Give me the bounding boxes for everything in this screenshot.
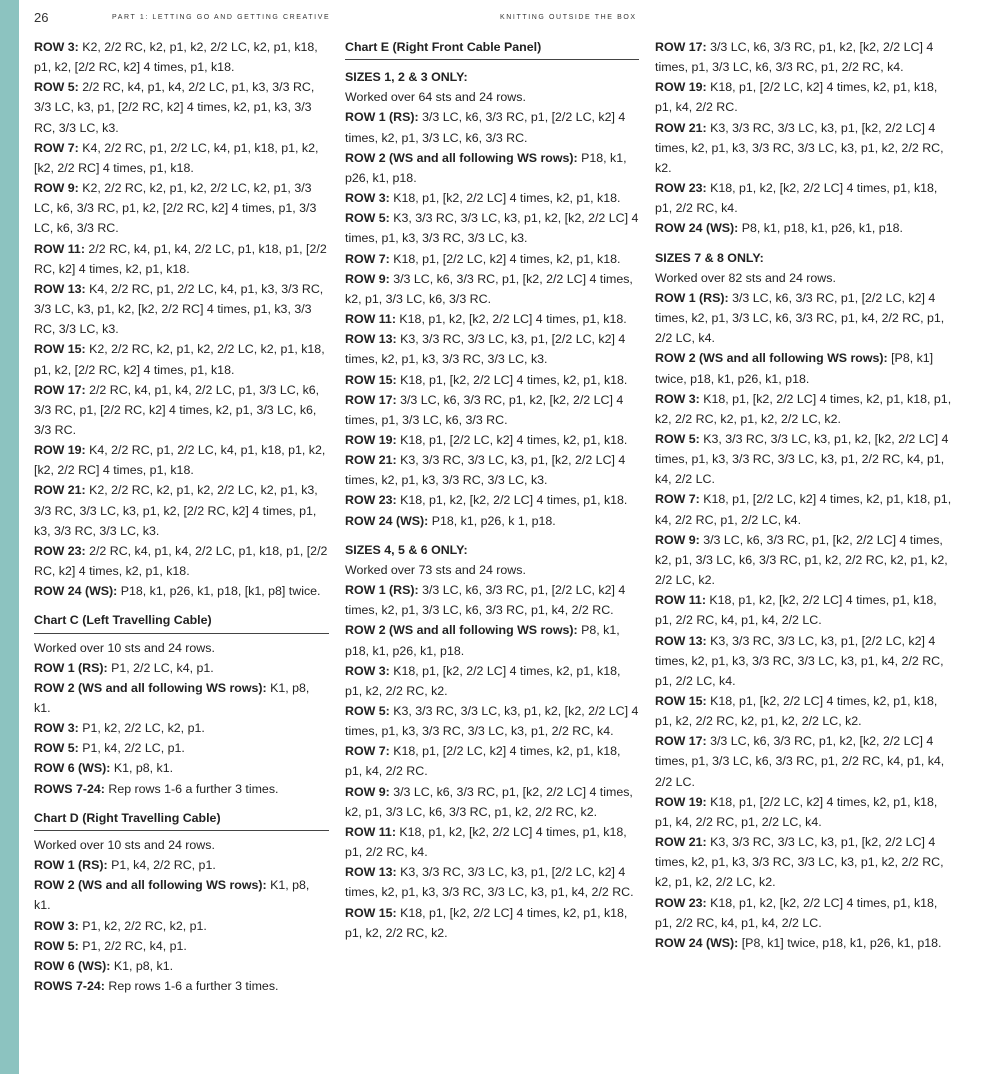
row-label: ROWS 7-24: bbox=[34, 979, 105, 994]
pattern-row bbox=[345, 903, 639, 943]
row-label: ROW 3: bbox=[34, 721, 79, 736]
row-instruction: K3, 3/3 RC, 3/3 LC, k3, p1, [k2, 2/2 LC] 4 times, k2, p1, k3, 3/3 RC, 3/3 LC, k3, p1, k2, 2/2 RC, k2. bbox=[655, 120, 944, 175]
row-instruction: P18, k1, p26, k 1, p18. bbox=[428, 513, 556, 528]
sizes-7-8-heading: SIZES 7 & 8 ONLY: bbox=[655, 250, 764, 265]
pattern-row bbox=[34, 138, 329, 178]
row-label: ROWS 7-24: bbox=[34, 781, 105, 796]
pattern-row bbox=[34, 279, 329, 339]
row-label: ROW 13: bbox=[34, 281, 86, 296]
row-label: ROW 3: bbox=[655, 391, 700, 406]
pattern-row bbox=[34, 339, 329, 379]
row-label: ROW 21: bbox=[655, 835, 707, 850]
row-label: ROW 3: bbox=[345, 663, 390, 678]
row-instruction: K18, p1, [k2, 2/2 LC] 4 times, k2, p1, k18, p1, k2, 2/2 RC, k2, p1, k2, 2/2 LC, k2. bbox=[655, 694, 938, 729]
pattern-row bbox=[655, 489, 955, 529]
row-label: ROW 23: bbox=[34, 543, 86, 558]
row-label: ROW 15: bbox=[34, 342, 86, 357]
row-instruction: K18, p1, [2/2 LC, k2] 4 times, k2, p1, k18. bbox=[389, 251, 621, 266]
sizes-4-5-6-rows bbox=[345, 580, 639, 943]
row-label: ROW 7: bbox=[34, 140, 79, 155]
row-instruction: P1, 2/2 RC, k4, p1. bbox=[78, 938, 187, 953]
row-label: ROW 2 (WS and all following WS rows): bbox=[655, 351, 888, 366]
pattern-row bbox=[345, 782, 639, 822]
row-label: ROW 7: bbox=[345, 744, 390, 759]
row-instruction: K18, p1, [2/2 LC, k2] 4 times, k2, p1, k18, p1, k4, 2/2 RC, p1, 2/2 LC, k4. bbox=[655, 492, 952, 527]
row-instruction: 3/3 LC, k6, 3/3 RC, p1, [k2, 2/2 LC] 4 times, k2, p1, 3/3 LC, k6, 3/3 RC. bbox=[345, 271, 633, 306]
pattern-row bbox=[345, 620, 639, 660]
sizes-4-5-6-rows-continued bbox=[655, 37, 955, 239]
row-instruction: K18, p1, [2/2 LC, k2] 4 times, k2, p1, k18. bbox=[396, 432, 628, 447]
pattern-row bbox=[345, 511, 639, 531]
row-label: ROW 23: bbox=[345, 493, 397, 508]
sizes-1-2-3-rows bbox=[345, 107, 639, 530]
row-label: ROW 17: bbox=[345, 392, 397, 407]
pattern-row bbox=[655, 792, 955, 832]
row-label: ROW 21: bbox=[34, 483, 86, 498]
chart-b-rows-continued bbox=[34, 37, 329, 601]
row-label: ROW 15: bbox=[655, 694, 707, 708]
pattern-row bbox=[655, 691, 955, 731]
row-instruction: K18, p1, k2, [k2, 2/2 LC] 4 times, p1, k18, p1, 2/2 RC, k4. bbox=[655, 181, 938, 216]
row-label: ROW 5: bbox=[34, 741, 79, 756]
row-label: ROW 9: bbox=[345, 784, 390, 799]
row-label: ROW 24 (WS): bbox=[345, 513, 429, 528]
chart-e-heading: Chart E (Right Front Cable Panel) bbox=[345, 37, 639, 60]
row-label: ROW 3: bbox=[34, 918, 79, 933]
column-3 bbox=[655, 37, 955, 953]
row-instruction: K3, 3/3 RC, 3/3 LC, k3, p1, [2/2 LC, k2] 4 times, k2, p1, k3, 3/3 RC, 3/3 LC, k3, p1, k4, 2/2 RC. bbox=[345, 865, 634, 900]
row-instruction: K18, p1, k2, [k2, 2/2 LC] 4 times, p1, k18, p1, 2/2 RC, k4, p1, k4, 2/2 LC. bbox=[655, 593, 937, 628]
pattern-row bbox=[345, 661, 639, 701]
row-label: ROW 11: bbox=[345, 312, 396, 327]
row-instruction: K2, 2/2 RC, k2, p1, k2, 2/2 LC, k2, p1, k18, p1, k2, [2/2 RC, k2] 4 times, p1, k18. bbox=[34, 342, 325, 377]
pattern-row bbox=[34, 480, 329, 540]
page-spine-band bbox=[0, 0, 19, 1074]
row-instruction: P8, k1, p18, k1, p26, k1, p18. bbox=[738, 221, 903, 236]
row-label: ROW 13: bbox=[345, 332, 397, 347]
row-label: ROW 5: bbox=[345, 211, 390, 226]
pattern-row bbox=[345, 430, 639, 450]
chart-c-heading: Chart C (Left Travelling Cable) bbox=[34, 610, 329, 633]
pattern-row bbox=[655, 389, 955, 429]
sizes-4-5-6-heading: SIZES 4, 5 & 6 ONLY: bbox=[345, 542, 468, 557]
row-label: ROW 11: bbox=[655, 593, 706, 608]
pattern-row bbox=[34, 678, 329, 718]
row-instruction: K3, 3/3 RC, 3/3 LC, k3, p1, k2, [k2, 2/2 LC] 4 times, p1, k3, 3/3 RC, 3/3 LC, k3. bbox=[345, 211, 639, 246]
row-label: ROW 11: bbox=[34, 241, 85, 256]
pattern-row bbox=[34, 936, 329, 956]
sizes-4-5-6-worked-over: Worked over 73 sts and 24 rows. bbox=[345, 562, 526, 577]
running-head-center: KNITTING OUTSIDE THE BOX bbox=[500, 14, 637, 21]
pattern-row bbox=[655, 77, 955, 117]
row-label: ROW 19: bbox=[655, 80, 707, 95]
row-label: ROW 1 (RS): bbox=[655, 290, 729, 305]
pattern-row bbox=[345, 107, 639, 147]
row-label: ROW 21: bbox=[655, 120, 707, 135]
row-instruction: K3, 3/3 RC, 3/3 LC, k3, p1, [k2, 2/2 LC] 4 times, k2, p1, k3, 3/3 RC, 3/3 LC, k3, p1, k2, 2/2 RC, k2, p1, k2, 2/2 LC, k2. bbox=[655, 835, 944, 890]
pattern-row bbox=[345, 208, 639, 248]
column-1 bbox=[34, 37, 329, 996]
row-instruction: P1, k2, 2/2 RC, k2, p1. bbox=[78, 918, 207, 933]
row-instruction: Rep rows 1-6 a further 3 times. bbox=[104, 781, 279, 796]
pattern-row bbox=[655, 933, 955, 953]
pattern-row bbox=[655, 178, 955, 218]
row-label: ROW 17: bbox=[34, 382, 86, 397]
pattern-row bbox=[34, 758, 329, 778]
row-instruction: 3/3 LC, k6, 3/3 RC, p1, k2, [k2, 2/2 LC] 4 times, p1, 3/3 LC, k6, 3/3 RC. bbox=[345, 392, 624, 427]
row-instruction: K18, p1, k2, [k2, 2/2 LC] 4 times, p1, k18, p1, 2/2 RC, k4, p1, k4, 2/2 LC. bbox=[655, 895, 938, 930]
row-label: ROW 5: bbox=[34, 80, 79, 95]
pattern-row bbox=[34, 738, 329, 758]
row-instruction: P18, k1, p26, k1, p18. bbox=[345, 150, 627, 185]
running-head-left: PART 1: LETTING GO AND GETTING CREATIVE bbox=[112, 14, 331, 21]
row-label: ROW 24 (WS): bbox=[655, 221, 739, 236]
row-instruction: K18, p1, [k2, 2/2 LC] 4 times, k2, p1, k18, p1, k2, 2/2 RC, k2, p1, k2, 2/2 LC, k2. bbox=[655, 391, 952, 426]
pattern-row bbox=[34, 718, 329, 738]
pattern-row bbox=[345, 701, 639, 741]
pattern-row bbox=[34, 440, 329, 480]
pattern-row bbox=[345, 249, 639, 269]
row-label: ROW 5: bbox=[345, 704, 390, 718]
pattern-row bbox=[34, 916, 329, 936]
row-label: ROW 2 (WS and all following WS rows): bbox=[345, 150, 578, 165]
pattern-row bbox=[34, 239, 329, 279]
row-label: ROW 13: bbox=[655, 633, 707, 648]
sizes-1-2-3-heading: SIZES 1, 2 & 3 ONLY: bbox=[345, 70, 468, 85]
chart-c-worked-over: Worked over 10 sts and 24 rows. bbox=[34, 640, 215, 655]
pattern-row bbox=[345, 329, 639, 369]
row-label: ROW 2 (WS and all following WS rows): bbox=[345, 623, 578, 638]
pattern-row bbox=[655, 731, 955, 791]
pattern-row bbox=[345, 370, 639, 390]
pattern-row bbox=[655, 590, 955, 630]
row-label: ROW 3: bbox=[345, 191, 390, 206]
row-label: ROW 1 (RS): bbox=[345, 583, 419, 598]
pattern-row bbox=[34, 875, 329, 915]
pattern-row bbox=[34, 658, 329, 678]
row-label: ROW 19: bbox=[34, 443, 86, 458]
row-instruction: K18, p1, [k2, 2/2 LC] 4 times, k2, p1, k18, p1, k2, 2/2 RC, k2. bbox=[345, 905, 628, 940]
row-label: ROW 6 (WS): bbox=[34, 958, 111, 973]
row-instruction: K18, p1, k2, [k2, 2/2 LC] 4 times, p1, k18. bbox=[395, 312, 627, 327]
pattern-row bbox=[345, 580, 639, 620]
pattern-row bbox=[345, 188, 639, 208]
row-label: ROW 24 (WS): bbox=[34, 584, 118, 599]
row-instruction: 3/3 LC, k6, 3/3 RC, p1, [k2, 2/2 LC] 4 times, k2, p1, 3/3 LC, k6, 3/3 RC, p1, k2, 2/2 RC, k2, p1, k2, 2/2 LC, k2. bbox=[655, 532, 948, 588]
row-label: ROW 9: bbox=[655, 532, 700, 547]
row-instruction: K3, 3/3 RC, 3/3 LC, k3, p1, k2, [k2, 2/2 LC] 4 times, p1, k3, 3/3 RC, 3/3 LC, k3, p1, 2/2 RC, k4. bbox=[345, 704, 639, 739]
row-instruction: 3/3 LC, k6, 3/3 RC, p1, [2/2 LC, k2] 4 times, k2, p1, 3/3 LC, k6, 3/3 RC, p1, k4, 2/2 RC. bbox=[345, 583, 626, 618]
row-instruction: 2/2 RC, k4, p1, k4, 2/2 LC, p1, 3/3 LC, k6, 3/3 RC, p1, [2/2 RC, k2] 4 times, k2, p1, 3/3 LC, k6, 3/3 RC. bbox=[34, 382, 320, 437]
row-instruction: P1, 2/2 LC, k4, p1. bbox=[107, 660, 214, 675]
row-label: ROW 2 (WS and all following WS rows): bbox=[34, 680, 267, 695]
row-instruction: K1, p8, k1. bbox=[34, 878, 310, 913]
row-instruction: K3, 3/3 RC, 3/3 LC, k3, p1, k2, [k2, 2/2 LC] 4 times, p1, k3, 3/3 RC, 3/3 LC, k3, p1, 2/2 RC, k4, p1, k4, 2/2 LC. bbox=[655, 431, 949, 487]
row-instruction: K3, 3/3 RC, 3/3 LC, k3, p1, [2/2 LC, k2] 4 times, k2, p1, k3, 3/3 RC, 3/3 LC, k3, p1, k4, 2/2 RC, p1, 2/2 LC, k4. bbox=[655, 633, 944, 688]
pattern-row bbox=[655, 530, 955, 590]
row-instruction: K2, 2/2 RC, k2, p1, k2, 2/2 LC, k2, p1, k3, 3/3 RC, 3/3 LC, k3, p1, k2, [2/2 RC, k2] 4 times, p1, k3, 3/3 RC, 3/3 LC, k3. bbox=[34, 483, 318, 538]
row-label: ROW 7: bbox=[655, 492, 700, 507]
row-label: ROW 6 (WS): bbox=[34, 761, 111, 776]
row-label: ROW 13: bbox=[345, 865, 397, 880]
pattern-row bbox=[655, 832, 955, 892]
row-label: ROW 1 (RS): bbox=[34, 858, 108, 873]
pattern-row bbox=[34, 380, 329, 440]
row-label: ROW 1 (RS): bbox=[345, 110, 419, 125]
row-instruction: 3/3 LC, k6, 3/3 RC, p1, k2, [k2, 2/2 LC] 4 times, p1, 3/3 LC, k6, 3/3 RC, p1, 2/2 RC, k4, p1, k4, 2/2 LC. bbox=[655, 734, 945, 789]
row-instruction: K4, 2/2 RC, p1, 2/2 LC, k4, p1, k18, p1, k2, [k2, 2/2 RC] 4 times, p1, k18. bbox=[34, 443, 326, 478]
row-instruction: 3/3 LC, k6, 3/3 RC, p1, k2, [k2, 2/2 LC] 4 times, p1, 3/3 LC, k6, 3/3 RC, p1, 2/2 RC, k4. bbox=[655, 40, 934, 75]
row-label: ROW 7: bbox=[345, 251, 390, 266]
row-instruction: P1, k4, 2/2 LC, p1. bbox=[78, 741, 185, 756]
pattern-row bbox=[34, 779, 329, 799]
row-instruction: Rep rows 1-6 a further 3 times. bbox=[104, 979, 279, 994]
row-instruction: 3/3 LC, k6, 3/3 RC, p1, [2/2 LC, k2] 4 times, k2, p1, 3/3 LC, k6, 3/3 RC, p1, k4, 2/2 RC, p1, 2/2 LC, k4. bbox=[655, 290, 945, 346]
row-label: ROW 1 (RS): bbox=[34, 660, 108, 675]
row-instruction: K18, p1, [k2, 2/2 LC] 4 times, k2, p1, k18, p1, k2, 2/2 RC, k2. bbox=[345, 663, 621, 698]
page-number: 26 bbox=[34, 10, 49, 25]
row-instruction: 3/3 LC, k6, 3/3 RC, p1, [k2, 2/2 LC] 4 times, k2, p1, 3/3 LC, k6, 3/3 RC, p1, k2, 2/2 RC, k2. bbox=[345, 784, 633, 819]
row-instruction: K4, 2/2 RC, p1, 2/2 LC, k4, p1, k3, 3/3 RC, 3/3 LC, k3, p1, k2, [k2, 2/2 RC] 4 times, p1, k3, 3/3 RC, 3/3 LC, k3. bbox=[34, 281, 324, 337]
chart-d-worked-over: Worked over 10 sts and 24 rows. bbox=[34, 837, 215, 852]
row-instruction: K2, 2/2 RC, k2, p1, k2, 2/2 LC, k2, p1, 3/3 LC, k6, 3/3 RC, p1, k2, [2/2 RC, k2] 4 times, p1, 3/3 LC, k6, 3/3 RC. bbox=[34, 181, 317, 236]
row-label: ROW 19: bbox=[345, 432, 397, 447]
pattern-row bbox=[655, 37, 955, 77]
row-label: ROW 11: bbox=[345, 824, 396, 839]
pattern-row bbox=[345, 822, 639, 862]
chart-c-rows bbox=[34, 658, 329, 799]
pattern-row bbox=[655, 348, 955, 388]
pattern-row bbox=[655, 429, 955, 489]
row-instruction: 2/2 RC, k4, p1, k4, 2/2 LC, p1, k18, p1, [2/2 RC, k2] 4 times, k2, p1, k18. bbox=[34, 241, 327, 276]
pattern-row bbox=[34, 178, 329, 238]
row-label: ROW 5: bbox=[655, 431, 700, 446]
chart-d-rows bbox=[34, 855, 329, 996]
row-instruction: P8, k1, p18, k1, p26, k1, p18. bbox=[345, 623, 620, 658]
pattern-row bbox=[345, 450, 639, 490]
row-instruction: K4, 2/2 RC, p1, 2/2 LC, k4, p1, k18, p1, k2, [k2, 2/2 RC] 4 times, p1, k18. bbox=[34, 140, 319, 175]
row-instruction: [P8, k1] twice, p18, k1, p26, k1, p18. bbox=[738, 935, 942, 950]
pattern-row bbox=[34, 956, 329, 976]
row-instruction: 2/2 RC, k4, p1, k4, 2/2 LC, p1, k3, 3/3 RC, 3/3 LC, k3, p1, [2/2 RC, k2] 4 times, k2, p1, k3, 3/3 RC, 3/3 LC, k3. bbox=[34, 80, 315, 135]
row-label: ROW 15: bbox=[345, 372, 397, 387]
pattern-row bbox=[655, 218, 955, 238]
row-label: ROW 19: bbox=[655, 794, 707, 809]
row-instruction: [P8, k1] twice, p18, k1, p26, k1, p18. bbox=[655, 351, 934, 386]
pattern-row bbox=[345, 862, 639, 902]
row-instruction: K18, p1, k2, [k2, 2/2 LC] 4 times, p1, k18. bbox=[396, 493, 628, 508]
row-instruction: P18, k1, p26, k1, p18, [k1, p8] twice. bbox=[117, 584, 321, 599]
row-instruction: K18, p1, [2/2 LC, k2] 4 times, k2, p1, k18, p1, k4, 2/2 RC, p1, 2/2 LC, k4. bbox=[655, 794, 938, 829]
row-instruction: K1, p8, k1. bbox=[110, 958, 174, 973]
row-instruction: P1, k4, 2/2 RC, p1. bbox=[107, 858, 216, 873]
row-label: ROW 17: bbox=[655, 40, 707, 54]
pattern-row bbox=[345, 148, 639, 188]
pattern-row bbox=[34, 77, 329, 137]
pattern-row bbox=[345, 490, 639, 510]
pattern-row bbox=[345, 309, 639, 329]
row-label: ROW 23: bbox=[655, 181, 707, 196]
row-label: ROW 9: bbox=[34, 181, 79, 196]
row-instruction: P1, k2, 2/2 LC, k2, p1. bbox=[78, 721, 205, 736]
row-label: ROW 24 (WS): bbox=[655, 935, 739, 950]
row-label: ROW 21: bbox=[345, 453, 397, 468]
row-instruction: K18, p1, [k2, 2/2 LC] 4 times, k2, p1, k18. bbox=[396, 372, 628, 387]
row-label: ROW 5: bbox=[34, 938, 79, 953]
pattern-row bbox=[34, 855, 329, 875]
pattern-row bbox=[655, 893, 955, 933]
row-label: ROW 2 (WS and all following WS rows): bbox=[34, 878, 267, 893]
pattern-row bbox=[655, 118, 955, 178]
row-instruction: K2, 2/2 RC, k2, p1, k2, 2/2 LC, k2, p1, k18, p1, k2, [2/2 RC, k2] 4 times, p1, k18. bbox=[34, 40, 318, 75]
pattern-row bbox=[655, 288, 955, 348]
row-instruction: K1, p8, k1. bbox=[110, 761, 174, 776]
sizes-7-8-worked-over: Worked over 82 sts and 24 rows. bbox=[655, 270, 836, 285]
row-instruction: K3, 3/3 RC, 3/3 LC, k3, p1, [k2, 2/2 LC] 4 times, k2, p1, k3, 3/3 RC, 3/3 LC, k3. bbox=[345, 453, 626, 488]
row-instruction: K1, p8, k1. bbox=[34, 680, 310, 715]
pattern-row bbox=[655, 631, 955, 691]
row-instruction: 2/2 RC, k4, p1, k4, 2/2 LC, p1, k18, p1, [2/2 RC, k2] 4 times, k2, p1, k18. bbox=[34, 543, 328, 579]
row-instruction: K18, p1, [2/2 LC, k2] 4 times, k2, p1, k18, p1, k4, 2/2 RC. bbox=[655, 80, 938, 115]
row-instruction: K18, p1, [k2, 2/2 LC] 4 times, k2, p1, k18. bbox=[389, 191, 621, 206]
pattern-row bbox=[34, 976, 329, 996]
row-label: ROW 23: bbox=[655, 895, 707, 910]
row-label: ROW 15: bbox=[345, 905, 397, 920]
pattern-row bbox=[345, 390, 639, 430]
pattern-row bbox=[34, 581, 329, 601]
row-instruction: 3/3 LC, k6, 3/3 RC, p1, [2/2 LC, k2] 4 times, k2, p1, 3/3 LC, k6, 3/3 RC. bbox=[345, 110, 626, 145]
pattern-row bbox=[345, 741, 639, 781]
pattern-row bbox=[34, 37, 329, 77]
row-label: ROW 3: bbox=[34, 40, 79, 54]
column-2 bbox=[345, 37, 639, 943]
row-label: ROW 9: bbox=[345, 271, 390, 286]
pattern-row bbox=[34, 541, 329, 581]
row-instruction: K18, p1, k2, [k2, 2/2 LC] 4 times, p1, k18, p1, 2/2 RC, k4. bbox=[345, 824, 627, 860]
row-label: ROW 17: bbox=[655, 734, 707, 749]
pattern-row bbox=[345, 269, 639, 309]
sizes-7-8-rows bbox=[655, 288, 955, 953]
row-instruction: K18, p1, [2/2 LC, k2] 4 times, k2, p1, k18, p1, k4, 2/2 RC. bbox=[345, 744, 621, 779]
sizes-1-2-3-worked-over: Worked over 64 sts and 24 rows. bbox=[345, 90, 526, 105]
row-instruction: K3, 3/3 RC, 3/3 LC, k3, p1, [2/2 LC, k2] 4 times, k2, p1, k3, 3/3 RC, 3/3 LC, k3. bbox=[345, 332, 626, 367]
chart-d-heading: Chart D (Right Travelling Cable) bbox=[34, 808, 329, 831]
